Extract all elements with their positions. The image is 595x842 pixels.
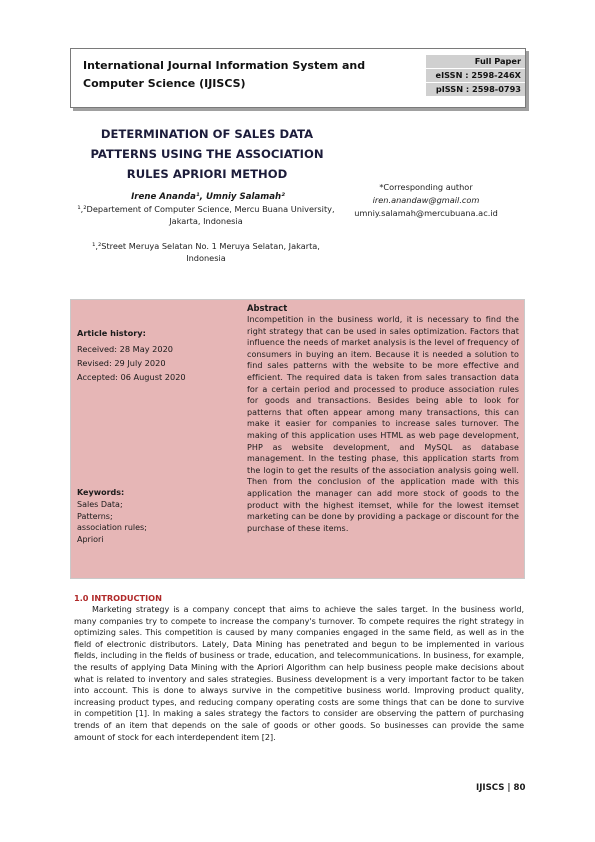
abstract-box	[70, 299, 525, 579]
introduction-heading: 1.0 INTRODUCTION	[74, 593, 162, 603]
page-footer: IJISCS | 80	[476, 783, 526, 793]
abstract	[243, 300, 524, 578]
keyword-item: Patterns;	[77, 511, 113, 521]
journal-header	[70, 48, 526, 108]
article-history-heading: Article history:	[77, 328, 146, 338]
keyword-item: Apriori	[77, 534, 104, 544]
keywords-list	[77, 499, 147, 545]
affiliation-1: ¹,²Departement of Computer Science, Mercu Buana University, Jakarta, Indonesia	[77, 204, 335, 226]
paper-type: Full Paper	[426, 55, 525, 68]
corresponding-email-2[interactable]: umniy.salamah@mercubuana.ac.id	[354, 208, 498, 218]
received-date: Received: 28 May 2020	[77, 344, 173, 354]
paper-title: DETERMINATION OF SALES DATA PATTERNS USING THE ASSOCIATION RULES APRIORI METHOD	[90, 127, 324, 181]
corresponding-email-1[interactable]: iren.anandaw@gmail.com	[372, 195, 480, 205]
paper-meta	[426, 55, 525, 97]
pissn: pISSN : 2598-0793	[426, 83, 525, 96]
corresponding-label: *Corresponding author	[379, 182, 473, 192]
keyword-item: association rules;	[77, 523, 147, 532]
abstract-heading: Abstract	[247, 303, 288, 313]
authors: Irene Ananda¹, Umniy Salamah²	[131, 192, 285, 202]
affiliation-2: ¹,²Street Meruya Selatan No. 1 Meruya Selatan, Jakarta, Indonesia	[92, 241, 320, 263]
accepted-date: Accepted: 06 August 2020	[77, 372, 186, 382]
corresponding-author	[336, 181, 516, 220]
eissn: eISSN : 2598-246X	[426, 69, 525, 82]
revised-date: Revised: 29 July 2020	[77, 358, 166, 368]
journal-name: International Journal Information System and Computer Science (IJISCS)	[83, 59, 366, 90]
keyword-item: Sales Data;	[77, 500, 123, 509]
keywords-heading: Keywords:	[77, 488, 125, 497]
introduction-text: Marketing strategy is a company concept that aims to achieve the sales target. In the business world, many companies try to compete to increase the company's turnover. To compete requires the right strategy in optimizing sales. This competition is caused by many companies engaged in the same field, as well as in the field of electronic distributors. Lately, Data Mining has penetrated and begun to be implemented in various fields, including in the fields of business or trade, education, and telecommunications. In business, for example, the results of applying Data Mining with the Apriori Algorithm can help business people make decisions about what is related to inventory and sales strategies. Business development is a very important factor to be taken into account. This is done to always survive in the competitive business world. Improving product quality, increasing product types, and reducing company operating costs are some things that can be done to survive in competition [1]. In making a sales strategy the factors to consider are observing the pattern of purchasing trends of an item that depends on the sale of goods or other goods. So businesses can provide the same amount of stock for each interdependent item [2].	[74, 605, 524, 742]
article-info	[71, 300, 241, 578]
article-history	[77, 342, 186, 384]
abstract-text: Incompetition in the business world, it is necessary to find the right strategy that can be used in sales optimization. Factors that influence the needs of market analysis is the level of frequency of consumers in buying an item. Because it is needed a solution to find sales patterns with the website to be more effective and efficient. The required data is taken from sales transaction data for a certain period and processed to produce association rules for goods and transactions. Besides being able to look for patterns that often appear among many transactions, this can make it easier for companies to increase sales turnover. The making of this application uses HTML as web page development, PHP as website development, and MySQL as database management. In the testing phase, this application starts from the login to get the results of the association analysis going well. Then from the conclusion of the application made with this application the manager can add more stock of goods to the product with the highest itemset, while for the lowest itemset marketing can be done by providing a package or discount for the purchase of these items.	[247, 315, 519, 533]
